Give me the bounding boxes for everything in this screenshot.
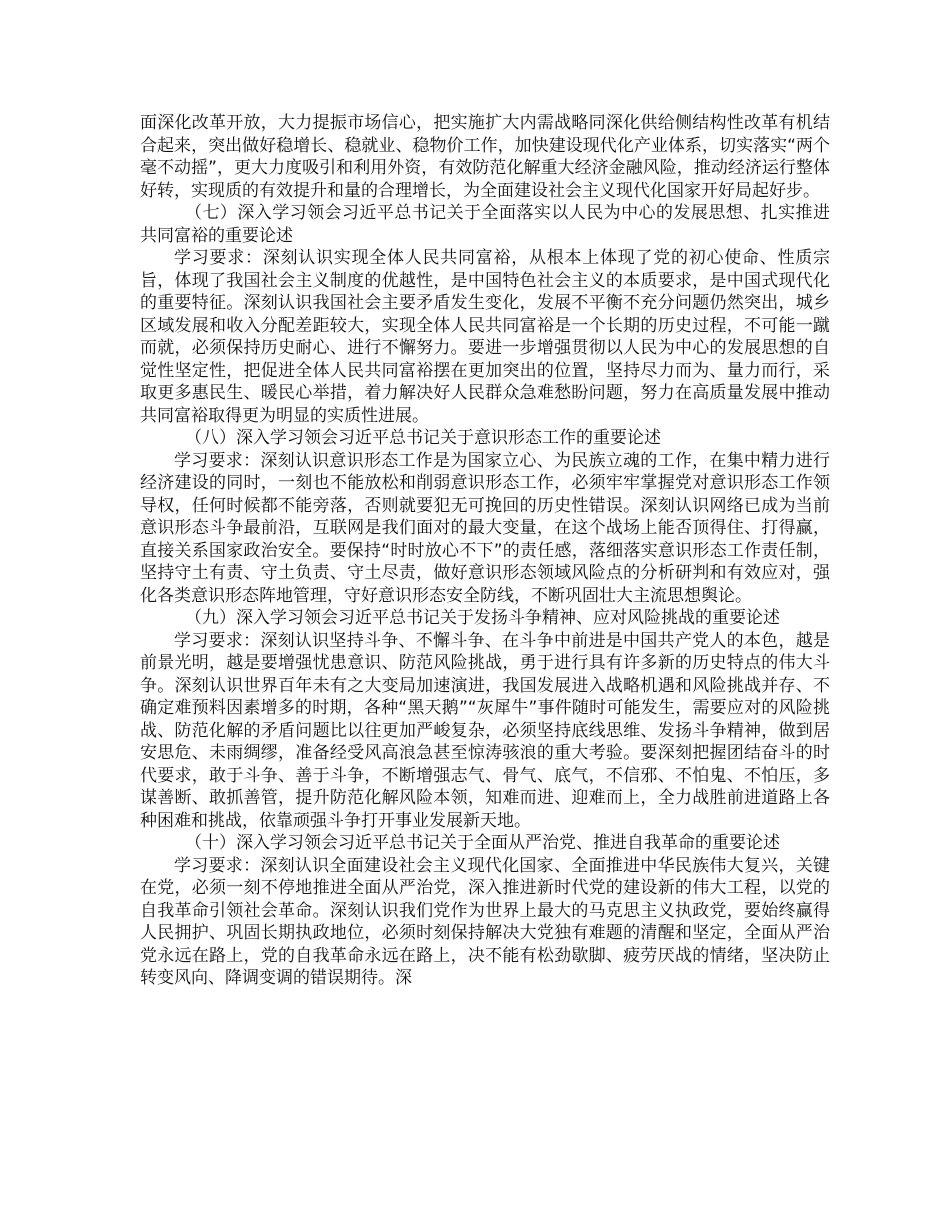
section-requirement-8: 学习要求：深刻认识意识形态工作是为国家立心、为民族立魂的工作，在集中精力进行经济建设的同时，一刻也不能放松和削弱意识形态工作，必须牢牢掌握党对意识形态工作领导权，任何时候都不能旁落，否则就要犯无可挽回的历史性错误。深刻认识网络已成为当前意识形态斗争最前沿，互联网是我们面对的最大变量，在这个战场上能否顶得住、打得赢，直接关系国家政治安全。要保持“时时放心不下”的责任感，落细落实意识形态工作责任制，坚持守土有责、守土负责、守土尽责，做好意识形态领域风险点的分析研判和有效应对，强化各类意识形态阵地管理，守好意识形态安全防线，不断巩固壮大主流思想舆论。 xyxy=(140,450,830,606)
section-heading-8: （八）深入学习领会习近平总书记关于意识形态工作的重要论述 xyxy=(185,428,661,448)
section-heading-7: （七）深入学习领会习近平总书记关于全面落实以人民为中心的发展思想、扎实推进共同富裕的重要论述 xyxy=(140,203,830,246)
section-heading-10: （十）深入学习领会习近平总书记关于全面从严治党、推进自我革命的重要论述 xyxy=(185,833,780,853)
section-requirement-9: 学习要求：深刻认识坚持斗争、不懈斗争、在斗争中前进是中国共产党人的本色，越是前景光明，越是要增强忧患意识、防范风险挑战，勇于进行具有许多新的历史特点的伟大斗争。深刻认识世界百年未有之大变局加速演进，我国发展进入战略机遇和风险挑战并存、不确定难预料因素增多的时期，各种“黑天鹅”“灰犀牛”事件随时可能发生，需要应对的风险挑战、防范化解的矛盾问题比以往更加严峻复杂，必须坚持底线思维、发扬斗争精神，做到居安思危、未雨绸缪，准备经受风高浪急甚至惊涛骇浪的重大考验。要深刻把握团结奋斗的时代要求，敢于斗争、善于斗争，不断增强志气、骨气、底气，不信邪、不怕鬼、不怕压，多谋善断、敢抓善管，提升防范化解风险本领，知难而进、迎难而上，全力战胜前进道路上各种困难和挑战，依靠顽强斗争打开事业发展新天地。 xyxy=(140,630,830,831)
section-requirement-7: 学习要求：深刻认识实现全体人民共同富裕，从根本上体现了党的初心使命、性质宗旨，体现了我国社会主义制度的优越性，是中国特色社会主义的本质要求，是中国式现代化的重要特征。深刻认识我国社会主要矛盾发生变化，发展不平衡不充分问题仍然突出，城乡区域发展和收入分配差距较大，实现全体人民共同富裕是一个长期的历史过程，不可能一蹴而就，必须保持历史耐心、进行不懈努力。要进一步增强贯彻以人民为中心的发展思想的自觉性坚定性，把促进全体人民共同富裕摆在更加突出的位置，坚持尽力而为、量力而行，采取更多惠民生、暖民心举措，着力解决好人民群众急难愁盼问题，努力在高质量发展中推动共同富裕取得更为明显的实质性进展。 xyxy=(140,248,830,426)
section-requirement-10: 学习要求：深刻认识全面建设社会主义现代化国家、全面推进中华民族伟大复兴，关键在党，必须一刻不停地推进全面从严治党，深入推进新时代党的建设新的伟大工程，以党的自我革命引领社会革命。深刻认识我们党作为世界上最大的马克思主义执政党，要始终赢得人民拥护、巩固长期执政地位，必须时刻保持解决大党独有难题的清醒和坚定，全面从严治党永远在路上，党的自我革命永远在路上，决不能有松劲歇脚、疲劳厌战的情绪，坚决防止转变风向、降调变调的错误期待。深 xyxy=(140,855,830,988)
document-page xyxy=(140,112,830,990)
section-heading-9: （九）深入学习领会习近平总书记关于发扬斗争精神、应对风险挑战的重要论述 xyxy=(185,608,780,628)
opening-paragraph: 面深化改革开放，大力提振市场信心，把实施扩大内需战略同深化供给侧结构性改革有机结合起来，突出做好稳增长、稳就业、稳物价工作，加快建设现代化产业体系，切实落实“两个毫不动摇”，更大力度吸引和利用外资，有效防范化解重大经济金融风险，推动经济运行整体好转，实现质的有效提升和量的合理增长，为全面建设社会主义现代化国家开好局起好步。 xyxy=(140,113,830,201)
